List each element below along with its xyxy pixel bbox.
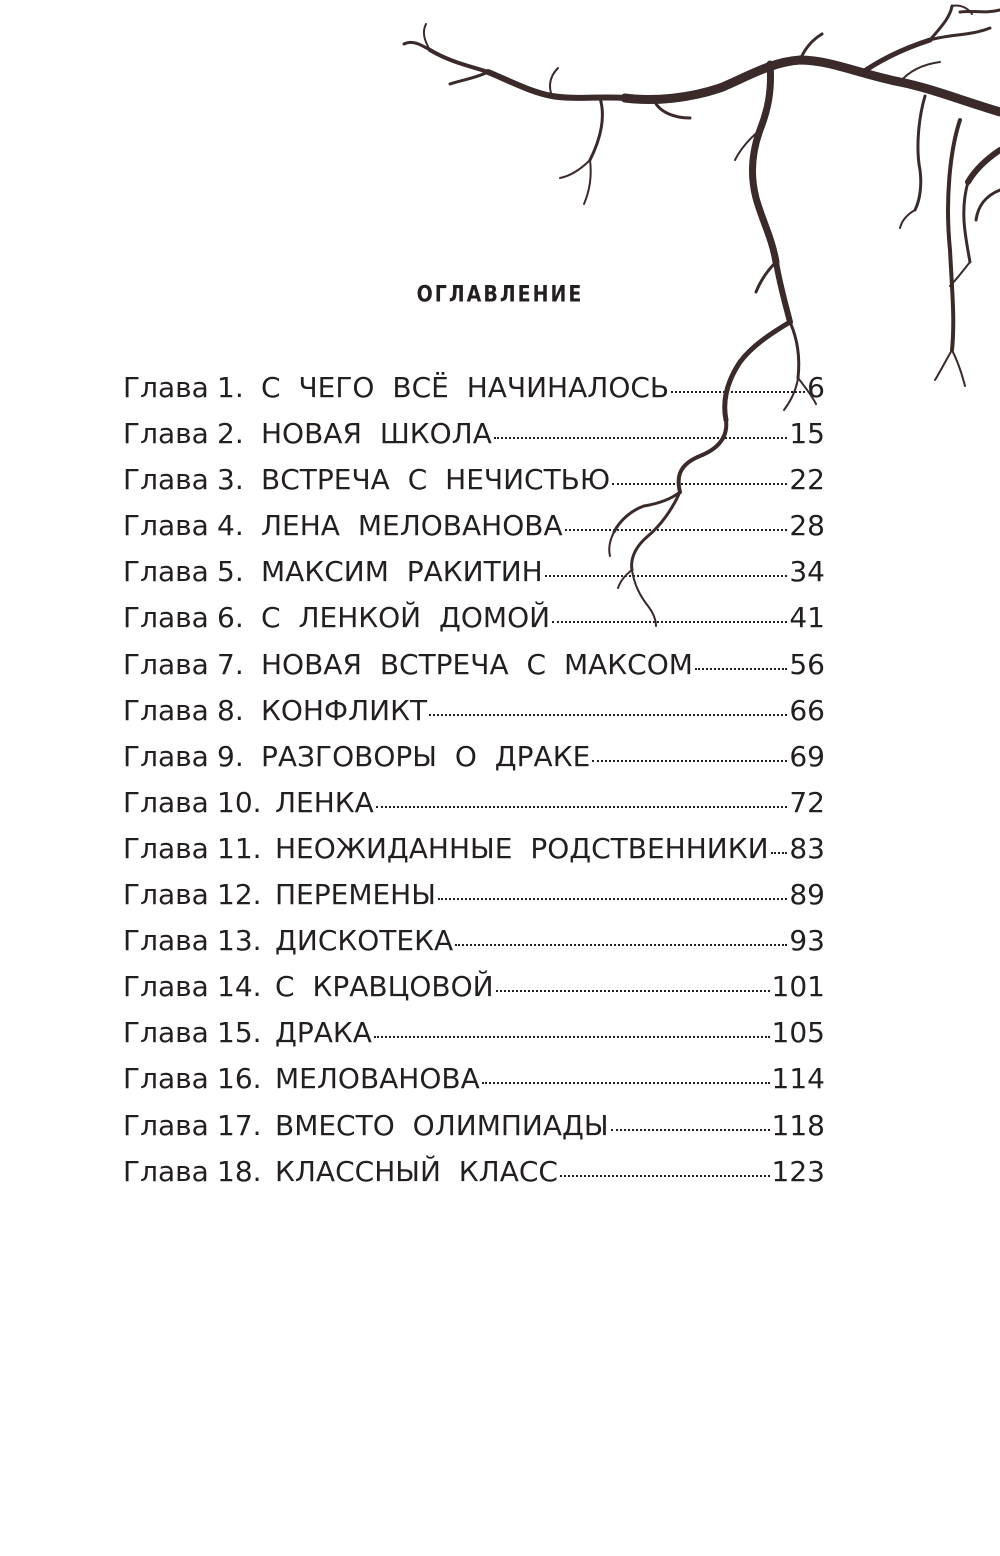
chapter-word: Глава [123, 924, 209, 958]
dot-leader [671, 383, 805, 393]
dot-leader [771, 844, 788, 854]
toc-entry[interactable] [123, 1010, 825, 1056]
page-number: 123 [771, 1154, 825, 1188]
toc-entry[interactable] [123, 964, 825, 1010]
page-number: 56 [789, 647, 825, 681]
toc-entry[interactable] [123, 826, 825, 872]
chapter-title: ВМЕСТО ОЛИМПИАДЫ [275, 1108, 609, 1142]
chapter-title: ПЕРЕМЕНЫ [275, 878, 436, 912]
chapter-number: 5. [217, 555, 244, 589]
toc-entry[interactable] [123, 642, 825, 688]
dot-leader [612, 475, 787, 485]
page-number: 69 [789, 739, 825, 773]
chapter-title: МАКСИМ РАКИТИН [261, 555, 543, 589]
chapter-number: 14. [217, 970, 262, 1004]
toc-entry[interactable] [123, 780, 825, 826]
chapter-title: С ЧЕГО ВСЁ НАЧИНАЛОСЬ [261, 371, 670, 404]
chapter-word: Глава [123, 970, 209, 1004]
chapter-number: 15. [217, 1016, 262, 1050]
dot-leader [376, 798, 788, 808]
chapter-number: 6. [217, 601, 244, 635]
dot-leader [611, 1121, 770, 1131]
chapter-word: Глава [123, 1108, 209, 1142]
chapter-number: 4. [217, 509, 244, 543]
dot-leader [438, 890, 787, 900]
page-number: 28 [789, 509, 825, 543]
chapter-number: 16. [217, 1062, 262, 1096]
chapter-number: 8. [217, 693, 244, 727]
page-number: 118 [771, 1108, 825, 1142]
dot-leader [429, 706, 787, 716]
chapter-word: Глава [123, 878, 209, 912]
chapter-title: ДРАКА [275, 1016, 372, 1050]
page-number: 15 [789, 417, 825, 451]
toc-entry[interactable] [123, 1056, 825, 1102]
page-number: 114 [771, 1062, 825, 1096]
dot-leader [545, 567, 788, 577]
chapter-word: Глава [123, 785, 209, 819]
page-number: 6 [807, 371, 825, 404]
chapter-word: Глава [123, 647, 209, 681]
chapter-title: ДИСКОТЕКА [275, 924, 454, 958]
chapter-word: Глава [123, 417, 209, 451]
page-number: 89 [789, 878, 825, 912]
chapter-word: Глава [123, 555, 209, 589]
dot-leader [552, 613, 787, 623]
chapter-title: КОНФЛИКТ [261, 693, 428, 727]
toc-entry[interactable] [123, 595, 825, 641]
chapter-number: 13. [217, 924, 262, 958]
page-number: 101 [771, 970, 825, 1004]
toc-entry[interactable] [123, 1103, 825, 1149]
chapter-number: 18. [217, 1154, 262, 1188]
chapter-word: Глава [123, 1154, 209, 1188]
page-title: оглавление [416, 273, 584, 310]
chapter-title: ЛЕНА МЕЛОВАНОВА [261, 509, 563, 543]
chapter-word: Глава [123, 693, 209, 727]
chapter-word: Глава [123, 463, 209, 497]
chapter-title: НЕОЖИДАННЫЕ РОДСТВЕННИКИ [275, 831, 769, 865]
page-number: 34 [789, 555, 825, 589]
toc-entry[interactable] [123, 918, 825, 964]
page-number: 66 [789, 693, 825, 727]
chapter-title: КЛАССНЫЙ КЛАСС [275, 1154, 558, 1188]
chapter-number: 2. [217, 417, 244, 451]
chapter-number: 10. [217, 785, 262, 819]
chapter-word: Глава [123, 739, 209, 773]
toc-entry[interactable] [123, 549, 825, 595]
dot-leader [494, 429, 787, 439]
page-number: 41 [789, 601, 825, 635]
dot-leader [496, 982, 770, 992]
chapter-title: ВСТРЕЧА С НЕЧИСТЬЮ [261, 463, 611, 497]
page-number: 22 [789, 463, 825, 497]
dot-leader [374, 1028, 770, 1038]
chapter-number: 7. [217, 647, 244, 681]
chapter-title: РАЗГОВОРЫ О ДРАКЕ [261, 739, 591, 773]
chapter-word: Глава [123, 601, 209, 635]
chapter-word: Глава [123, 831, 209, 865]
chapter-title: С ЛЕНКОЙ ДОМОЙ [261, 601, 551, 635]
page-number: 83 [789, 831, 825, 865]
chapter-word: Глава [123, 371, 209, 404]
chapter-title: МЕЛОВАНОВА [275, 1062, 480, 1096]
chapter-number: 3. [217, 463, 244, 497]
chapter-word: Глава [123, 509, 209, 543]
page-number: 93 [789, 924, 825, 958]
chapter-title: НОВАЯ ВСТРЕЧА С МАКСОМ [261, 647, 693, 681]
page-number: 72 [789, 785, 825, 819]
toc-entry[interactable] [123, 734, 825, 780]
dot-leader [455, 936, 787, 946]
toc-entry[interactable] [123, 1149, 825, 1195]
page-number: 105 [771, 1016, 825, 1050]
chapter-number: 11. [217, 831, 262, 865]
dot-leader [560, 1167, 770, 1177]
chapter-title: ЛЕНКА [275, 785, 374, 819]
toc-entry[interactable] [123, 503, 825, 549]
dot-leader [565, 521, 788, 531]
toc-entry[interactable] [123, 688, 825, 734]
chapter-title: НОВАЯ ШКОЛА [261, 417, 492, 451]
toc-entry[interactable] [123, 365, 825, 411]
chapter-word: Глава [123, 1062, 209, 1096]
chapter-title: С КРАВЦОВОЙ [275, 970, 494, 1004]
chapter-number: 12. [217, 878, 262, 912]
chapter-number: 17. [217, 1108, 262, 1142]
chapter-number: 1. [217, 371, 244, 404]
chapter-number: 9. [217, 739, 244, 773]
toc-entry[interactable] [123, 872, 825, 918]
dot-leader [592, 752, 787, 762]
dot-leader [482, 1074, 770, 1084]
toc-entry[interactable] [123, 411, 825, 457]
chapter-word: Глава [123, 1016, 209, 1050]
toc-entry[interactable] [123, 457, 825, 503]
table-of-contents [123, 365, 825, 1195]
dot-leader [695, 660, 787, 670]
